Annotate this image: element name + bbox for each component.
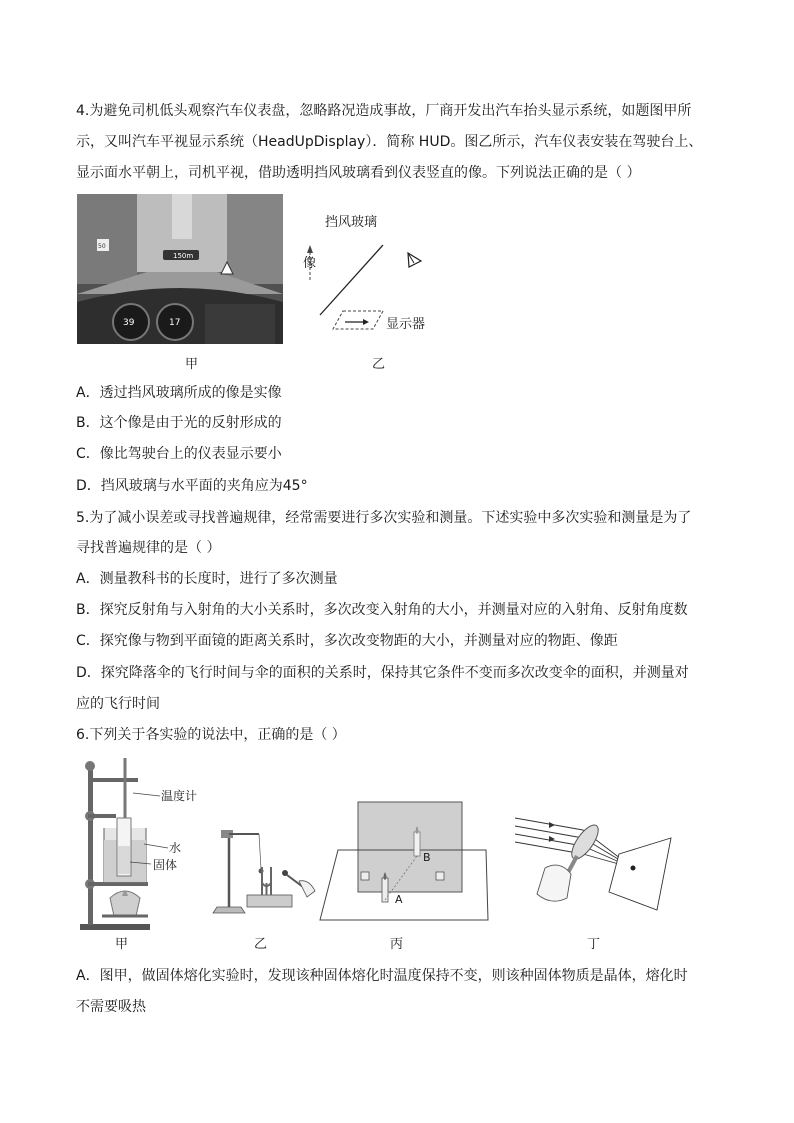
convex-lens-diagram	[515, 808, 675, 918]
point-b-label: B	[423, 851, 431, 864]
q6-stem: 6.下列关于各实验的说法中，正确的是（ ）	[76, 727, 346, 743]
q6-option-a-line-2: 不需要吸热	[76, 999, 146, 1015]
q5-option-d-line-1: D．探究降落伞的飞行时间与伞的面积的关系时，保持其它条件不变而多次改变伞的面积，并测量对	[76, 665, 689, 681]
speed-right-text: 17	[169, 318, 181, 328]
thermometer-label: 温度计	[161, 789, 198, 803]
q5-stem-line-2: 寻找普遍规律的是（ ）	[76, 540, 221, 556]
display-label: 显示器	[386, 317, 426, 332]
q4-option-b: B．这个像是由于光的反射形成的	[76, 415, 282, 431]
hud-distance-text: 150m	[173, 252, 194, 260]
figure-caption-yi-q4: 乙	[372, 357, 386, 372]
figure-caption-yi-q6: 乙	[254, 937, 268, 952]
q4-option-c: C．像比驾驶台上的仪表显示要小	[76, 446, 282, 462]
q5-option-a: A．测量教科书的长度时，进行了多次测量	[76, 571, 338, 587]
hud-sign-text: 50	[98, 243, 106, 250]
q4-stem-line-1: 4.为避免司机低头观察汽车仪表盘，忽略路况造成事故，厂商开发出汽车抬头显示系统，如题图甲所	[76, 103, 692, 119]
tuning-fork-diagram	[205, 825, 320, 920]
q4-stem-line-3: 显示面水平朝上，司机平视，借助透明挡风玻璃看到仪表竖直的像。下列说法正确的是（ ）	[76, 165, 641, 181]
q5-option-c: C．探究像与物到平面镜的距离关系时，多次改变物距的大小，并测量对应的物距、像距	[76, 633, 618, 649]
figure-caption-ding-q6: 丁	[587, 937, 601, 952]
figure-caption-jia-q4: 甲	[185, 357, 199, 372]
figure-caption-jia-q6: 甲	[115, 937, 129, 952]
figure-caption-bing-q6: 丙	[390, 937, 404, 952]
water-label: 水	[169, 841, 182, 855]
plane-mirror-diagram	[318, 800, 490, 925]
q5-stem-line-1: 5.为了减小误差或寻找普遍规律，经常需要进行多次实验和测量。下述实验中多次实验和测量是为了	[76, 510, 692, 526]
q5-option-b: B．探究反射角与入射角的大小关系时，多次改变入射角的大小，并测量对应的入射角、反射角度数	[76, 602, 688, 618]
q4-option-d: D．挡风玻璃与水平面的夹角应为45°	[76, 478, 308, 494]
hud-dashboard-photo	[77, 194, 283, 344]
q4-stem-line-2: 示，又叫汽车平视显示系统（HeadUpDisplay）．简称 HUD。图乙所示，汽车仪表安装在驾驶台上、	[76, 134, 703, 150]
q5-option-d-line-2: 应的飞行时间	[76, 696, 160, 712]
q4-option-a: A．透过挡风玻璃所成的像是实像	[76, 385, 282, 401]
windshield-label: 挡风玻璃	[325, 215, 378, 230]
solid-label: 固体	[153, 858, 178, 872]
image-label: 像	[303, 256, 317, 271]
q6-option-a-line-1: A．图甲，做固体熔化实验时，发现该种固体熔化时温度保持不变，则该种固体物质是晶体，熔化时	[76, 968, 688, 984]
point-a-label: A	[395, 893, 403, 906]
speed-left-text: 39	[123, 318, 135, 328]
